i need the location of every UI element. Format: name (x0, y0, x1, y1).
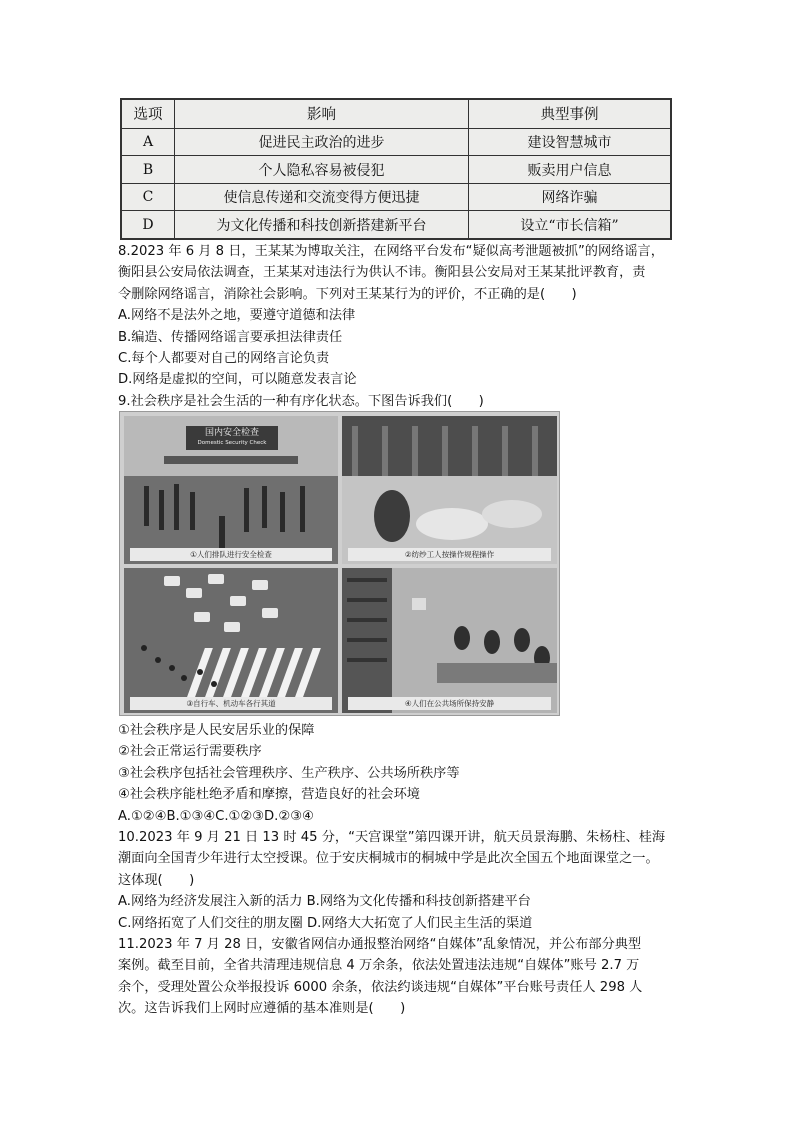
photo-caption: ①人们排队进行安全检查 (130, 548, 332, 561)
option-cd: C.网络拓宽了人们交往的朋友圈 D.网络大大拓宽了人们民主生活的渠道 (118, 915, 533, 931)
table-header: 典型事例 (469, 100, 671, 129)
question-9-options: A.①②④B.①③④C.①②③D.②③④ (118, 808, 314, 824)
security-sign-english: Domestic Security Check (197, 440, 267, 446)
question-stem: 衡阳县公安局依法调查，王某某对违法行为供认不讳。衡阳县公安局对王某某批评教育，责 (118, 265, 646, 281)
table-cell: 建设智慧城市 (469, 128, 671, 156)
security-sign-text: 国内安全检查 (204, 428, 259, 438)
statement-2: ②社会正常运行需要秩序 (118, 744, 262, 760)
table-cell: 使信息传递和交流变得方便迅捷 (175, 183, 469, 211)
question-stem: 次。这告诉我们上网时应遵循的基本准则是( ) (118, 1001, 406, 1017)
security-sign (186, 427, 278, 449)
textile-factory-illustration (342, 416, 557, 564)
question-stem: 这体现( ) (118, 872, 195, 888)
table-cell: 为文化传播和科技创新搭建新平台 (175, 211, 469, 239)
question-stem: 余个，受理处置公众举报投诉 6000 余条，依法约谈违规“自媒体”平台账号责任人 298 人 (118, 979, 643, 995)
statement-1: ①社会秩序是人民安居乐业的保障 (118, 723, 315, 738)
options-table-grid (121, 99, 671, 239)
question-stem: 案例。截至目前，全省共清理违规信息 4 万余条，依法处置违法违规“自媒体”账号 2.7 万 (118, 958, 640, 974)
table-cell: 网络诈骗 (469, 183, 671, 211)
table-row (122, 183, 671, 211)
table-row (122, 156, 671, 184)
option-b: B.编造、传播网络谣言要承担法律责任 (118, 329, 343, 345)
photo-caption: ②纺纱工人按操作规程操作 (348, 548, 551, 561)
table-cell: D (122, 211, 175, 239)
option-c: C.每个人都要对自己的网络言论负责 (118, 351, 330, 367)
table-cell: 设立“市长信箱” (469, 211, 671, 239)
photo-textile-workers (342, 416, 557, 564)
question-stem: 10.2023 年 9 月 21 日 13 时 45 分，“天宫课堂”第四课开讲，航天员景海鹏、朱杨柱、桂海 (118, 830, 666, 846)
table-cell: 促进民主政治的进步 (175, 128, 469, 156)
table-header: 选项 (122, 100, 175, 129)
option-d: D.网络是虚拟的空间，可以随意发表言论 (118, 372, 357, 388)
table-header: 影响 (175, 100, 469, 129)
table-cell: 个人隐私容易被侵犯 (175, 156, 469, 184)
photo-caption: ③自行车、机动车各行其道 (130, 697, 332, 710)
question-stem: 潮面向全国青少年进行太空授课。位于安庆桐城市的桐城中学是此次全国五个地面课堂之一。 (118, 851, 659, 867)
q9-photo-grid (119, 411, 560, 716)
table-cell: B (122, 156, 175, 184)
table-cell: 贩卖用户信息 (469, 156, 671, 184)
question-9-statements (118, 720, 690, 1020)
table-header-row (122, 100, 671, 129)
table-row (122, 211, 671, 239)
table-cell: C (122, 183, 175, 211)
question-8 (118, 241, 690, 412)
photo-caption: ④人们在公共场所保持安静 (348, 697, 551, 710)
question-stem: 11.2023 年 7 月 28 日，安徽省网信办通报整治网络“自媒体”乱象情况，并公布部分典型 (118, 937, 642, 953)
photo-security-check (124, 416, 338, 564)
options-table (120, 98, 672, 240)
table-cell: A (122, 128, 175, 156)
statement-4: ④社会秩序能杜绝矛盾和摩擦，营造良好的社会环境 (118, 787, 420, 803)
library-illustration (342, 568, 557, 713)
photo-library (342, 568, 557, 713)
question-stem: 令删除网络谣言，消除社会影响。下列对王某某行为的评价，不正确的是( ) (118, 286, 577, 302)
table-row (122, 128, 671, 156)
option-a: A.网络不是法外之地，要遵守道德和法律 (118, 308, 356, 324)
traffic-illustration (124, 568, 338, 713)
photo-traffic (124, 568, 338, 713)
question-stem: 9.社会秩序是社会生活的一种有序化状态。下图告诉我们( ) (118, 393, 484, 409)
statement-3: ③社会秩序包括社会管理秩序、生产秩序、公共场所秩序等 (118, 765, 460, 781)
option-ab: A.网络为经济发展注入新的活力 B.网络为文化传播和科技创新搭建平台 (118, 894, 531, 910)
question-stem: 8.2023 年 6 月 8 日，王某某为博取关注，在网络平台发布“疑似高考泄题被抓”的网络谣言， (118, 244, 664, 259)
